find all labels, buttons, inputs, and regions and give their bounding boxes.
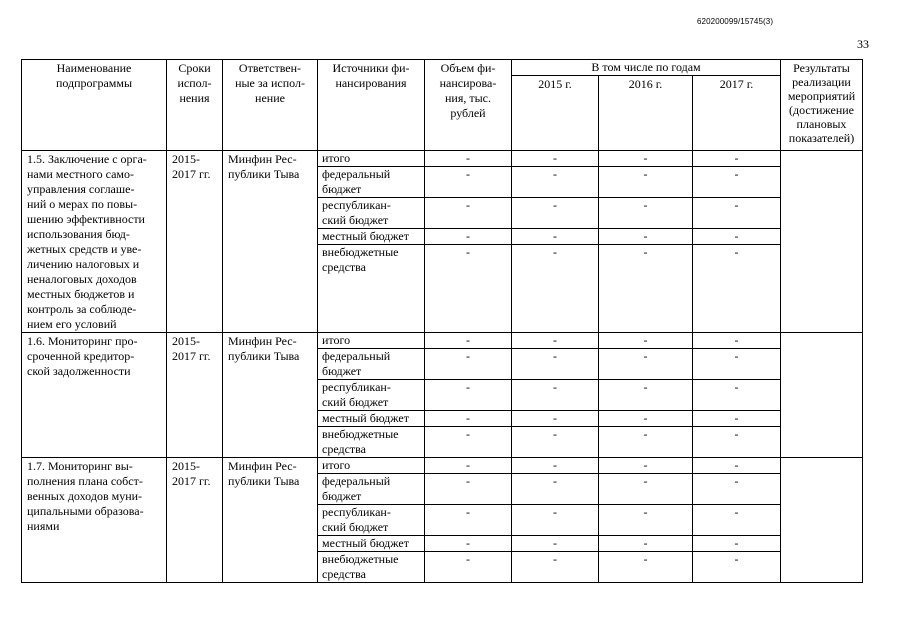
funding-y2017: - [693,380,781,411]
header-by-years: В том числе по годам [512,60,781,76]
funding-source: итого [318,151,425,167]
funding-volume: - [425,411,512,427]
funding-source: внебюджетные средства [318,245,425,333]
results-cell [781,333,863,458]
funding-y2016: - [599,411,693,427]
funding-y2015: - [512,349,599,380]
header-name: Наименование подпрограммы [22,60,167,151]
funding-source: федеральный бюджет [318,167,425,198]
funding-source: итого [318,458,425,474]
execution-term: 2015- 2017 гг. [167,333,223,458]
funding-y2015: - [512,458,599,474]
funding-y2015: - [512,167,599,198]
funding-y2015: - [512,198,599,229]
funding-y2015: - [512,151,599,167]
funding-source: итого [318,333,425,349]
document-id: 620200099/15745(3) [697,17,774,26]
funding-y2016: - [599,427,693,458]
funding-volume: - [425,198,512,229]
page-number: 33 [857,37,869,51]
funding-volume: - [425,349,512,380]
results-cell [781,458,863,583]
funding-volume: - [425,505,512,536]
funding-y2017: - [693,411,781,427]
funding-volume: - [425,167,512,198]
funding-source: местный бюджет [318,411,425,427]
funding-y2015: - [512,229,599,245]
funding-source: местный бюджет [318,229,425,245]
funding-volume: - [425,245,512,333]
header-year-2016: 2016 г. [599,76,693,151]
subprogram-name: 1.5. Заключение с орга- нами местного само- управления соглаше- ний о мерах по повы- шению эффективности использования бюд- жетных средств и уве- личению налоговых и неналоговых доходов местных бюджетов и контроль за соблюде- нием его условий [22,151,167,333]
funding-y2015: - [512,536,599,552]
funding-y2016: - [599,151,693,167]
funding-volume: - [425,229,512,245]
funding-y2017: - [693,458,781,474]
funding-volume: - [425,552,512,583]
funding-volume: - [425,333,512,349]
subprogram-name: 1.6. Мониторинг про- сроченной кредитор- ской задолженности [22,333,167,458]
execution-term: 2015- 2017 гг. [167,151,223,333]
funding-y2017: - [693,198,781,229]
funding-y2017: - [693,167,781,198]
funding-volume: - [425,380,512,411]
funding-y2016: - [599,229,693,245]
table-row [22,151,863,167]
funding-y2015: - [512,380,599,411]
funding-y2017: - [693,536,781,552]
header-responsible: Ответствен- ные за испол- нение [223,60,318,151]
funding-source: внебюджетные средства [318,552,425,583]
funding-y2016: - [599,380,693,411]
funding-y2016: - [599,333,693,349]
funding-volume: - [425,474,512,505]
funding-source: федеральный бюджет [318,474,425,505]
funding-source: местный бюджет [318,536,425,552]
funding-y2017: - [693,245,781,333]
funding-y2015: - [512,505,599,536]
header-results: Результаты реализации мероприятий (достижение плановых показателей) [781,60,863,151]
funding-y2016: - [599,198,693,229]
header-year-2017: 2017 г. [693,76,781,151]
funding-y2017: - [693,229,781,245]
funding-y2015: - [512,333,599,349]
funding-y2015: - [512,427,599,458]
funding-y2015: - [512,474,599,505]
funding-source: республикан- ский бюджет [318,198,425,229]
funding-y2017: - [693,474,781,505]
funding-y2015: - [512,245,599,333]
funding-volume: - [425,151,512,167]
table-row [22,458,863,474]
funding-y2016: - [599,474,693,505]
results-cell [781,151,863,333]
funding-y2015: - [512,552,599,583]
funding-y2017: - [693,333,781,349]
funding-y2017: - [693,349,781,380]
program-table [21,59,863,583]
subprogram-name: 1.7. Мониторинг вы- полнения плана собст- венных доходов муни- ципальными образова- ниями [22,458,167,583]
funding-y2016: - [599,505,693,536]
funding-y2017: - [693,151,781,167]
funding-y2017: - [693,505,781,536]
funding-y2016: - [599,552,693,583]
funding-volume: - [425,458,512,474]
table-row [22,333,863,349]
header-volume: Объем фи- нансирова- ния, тыс. рублей [425,60,512,151]
funding-y2017: - [693,552,781,583]
execution-term: 2015- 2017 гг. [167,458,223,583]
responsible-party: Минфин Рес- публики Тыва [223,151,318,333]
header-year-2015: 2015 г. [512,76,599,151]
funding-source: республикан- ский бюджет [318,505,425,536]
header-sources: Источники фи- нансирования [318,60,425,151]
funding-volume: - [425,536,512,552]
funding-y2016: - [599,167,693,198]
funding-source: республикан- ский бюджет [318,380,425,411]
funding-source: внебюджетные средства [318,427,425,458]
funding-y2016: - [599,245,693,333]
header-term: Сроки испол- нения [167,60,223,151]
funding-y2017: - [693,427,781,458]
funding-source: федеральный бюджет [318,349,425,380]
responsible-party: Минфин Рес- публики Тыва [223,458,318,583]
funding-y2016: - [599,349,693,380]
responsible-party: Минфин Рес- публики Тыва [223,333,318,458]
funding-y2015: - [512,411,599,427]
funding-y2016: - [599,458,693,474]
funding-y2016: - [599,536,693,552]
funding-volume: - [425,427,512,458]
